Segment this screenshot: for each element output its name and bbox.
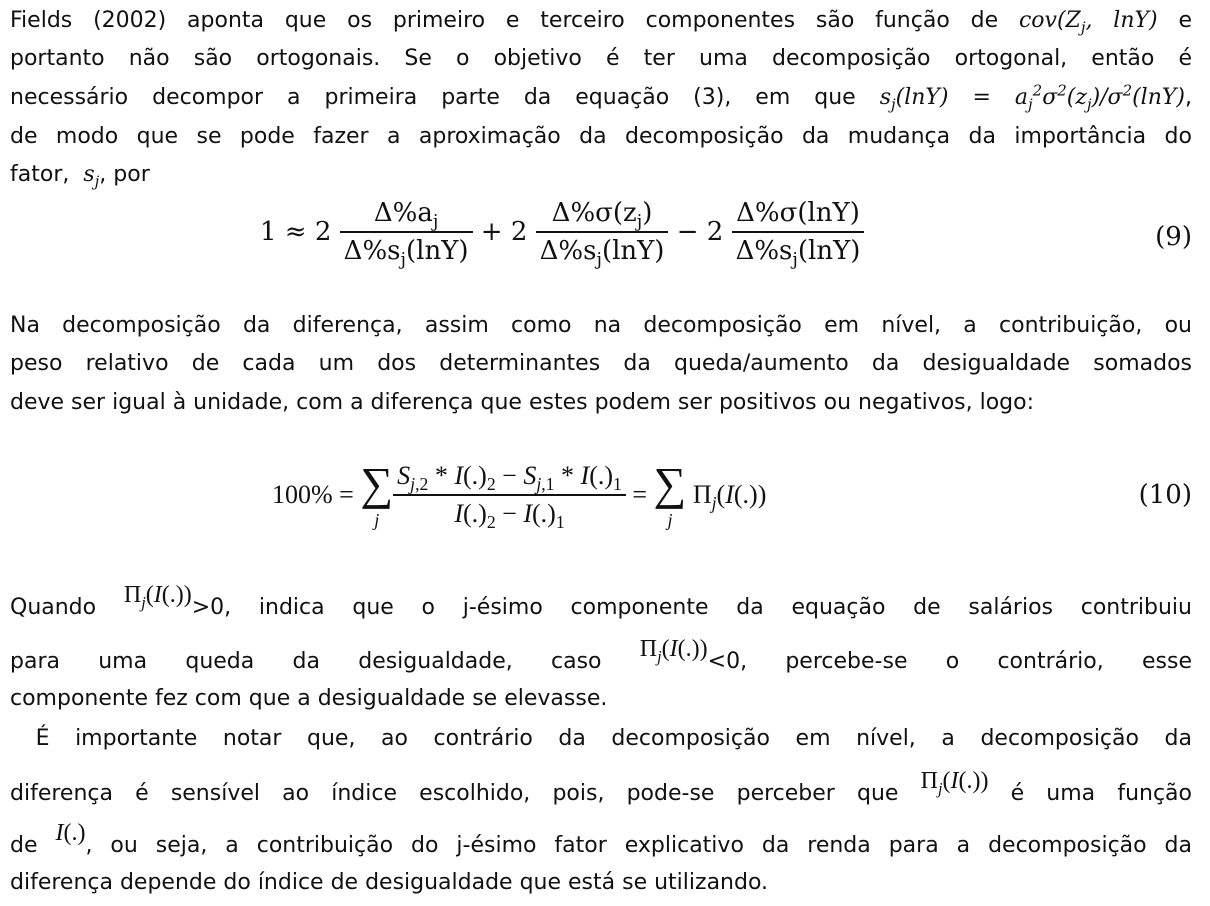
math-sj-definition: $s_j(\ln Y) = a_j^2\sigma^2(z_j)/\sigma^2(\ln Y)$: [879, 81, 1185, 114]
fraction-contribution: $\frac{S_{j,2} * I(.)_2 - S_{j,1} * I(.)_1}{I(.)_2 - I(.)_1}$: [393, 461, 626, 529]
text-segment: , ou seja, a contribuição do j-ésimo fator explicativo da renda para a decomposição da: [85, 833, 1193, 858]
p1-line3: [10, 83, 1192, 113]
text-segment: >0, indica que o j-ésimo componente da equação de salários contribuiu: [191, 595, 1192, 620]
math-pi-j: $\Pi_j(I(.))$: [639, 636, 708, 666]
math-cov: $cov(Z_j$, lnY): [1018, 8, 1158, 37]
lhs-value: 100%: [272, 480, 333, 509]
p3-line2: [10, 636, 1192, 677]
text-segment: necessário decompor a primeira parte da equação (3), em que: [10, 85, 856, 110]
p2-line1: [10, 311, 1192, 341]
p1-line2: [10, 44, 1192, 74]
equation-number: (10): [1138, 480, 1192, 510]
p4-line1: [10, 724, 1192, 754]
text-segment: portanto não são ortogonais. Se o objetivo é ter uma decomposição ortogonal, então é: [10, 46, 1192, 71]
p3-line1: [10, 582, 1192, 623]
text-segment: e: [1178, 8, 1192, 33]
equation-10-body: 100% = ∑ j $\frac{S_{j,2} * I(.)_2 - S_{j,1} * I(.)_1}{I(.)_2 - I(.)_1}$ = ∑ j $\Pi_j(I(.))$: [272, 458, 767, 533]
text-segment: fator,: [10, 162, 70, 187]
text-segment: para uma queda da desigualdade, caso: [10, 649, 602, 674]
p4-line3: [10, 820, 1193, 861]
p2-line3: [10, 388, 1192, 418]
equation-9-body: 1 ≈ 2 $\frac{\Delta\%a_j}{\Delta\%s_j(\ln Y)}$ + 2 $\frac{\Delta\%\sigma(z_j)}{\Delta\%s_j(\ln Y)}$ − 2 $\frac{\Delta\%\sigma(\ln Y)}{\Delta\%s_j(\ln Y)}$: [260, 198, 864, 266]
text-segment: de modo que se pode fazer a aproximação da decomposição da mudança da importância do: [10, 124, 1192, 149]
text-segment: deve ser igual à unidade, com a diferença que estes podem ser positivos ou negativos, logo:: [10, 390, 1035, 415]
math-pi-j: $\Pi_j(I(.))$: [123, 582, 192, 612]
text-segment: componente fez com que a desigualdade se elevasse.: [10, 686, 608, 711]
text-segment: é uma função: [1010, 781, 1192, 806]
p3-line3: [10, 684, 1192, 714]
p2-line2: [10, 349, 1192, 379]
summation-sign: ∑ j: [360, 458, 394, 530]
equation-10: [0, 440, 1210, 550]
fraction-delta-sigma-z: $\frac{\Delta\%\sigma(z_j)}{\Delta\%s_j(\ln Y)}$: [536, 198, 669, 266]
math-pi-j: $\Pi_j(I(.))$: [920, 768, 989, 798]
text-segment: ,: [1185, 85, 1192, 110]
p1-line5: [10, 160, 1192, 190]
equation-9: [0, 198, 1210, 284]
fraction-delta-sigma-lny: $\frac{\Delta\%\sigma(\ln Y)}{\Delta\%s_j(\ln Y)}$: [732, 198, 865, 266]
equation-number: (9): [1155, 222, 1192, 252]
text-segment: peso relativo de cada um dos determinantes da queda/aumento da desigualdade somados: [10, 351, 1192, 376]
math-sj: $s_j$: [76, 162, 100, 191]
text-segment: <0, percebe-se o contrário, esse: [707, 649, 1192, 674]
math-i-dot: I(.): [55, 820, 86, 846]
text-segment: Fields (2002) aponta que os primeiro e terceiro componentes são função de: [10, 8, 999, 33]
p4-line4: [10, 868, 1192, 898]
text-segment: É importante notar que, ao contrário da decomposição em nível, a decomposição da: [10, 726, 1192, 751]
text-segment: de: [10, 833, 38, 858]
text-segment: Quando: [10, 595, 97, 620]
text-segment: diferença é sensível ao índice escolhido, pois, pode-se perceber que: [10, 781, 899, 806]
p4-line2: [10, 768, 1192, 809]
text-segment: Na decomposição da diferença, assim como na decomposição em nível, a contribuição, ou: [10, 313, 1192, 338]
text-segment: diferença depende do índice de desigualdade que está se utilizando.: [10, 870, 769, 895]
fraction-delta-a: $\frac{\Delta\%a_j}{\Delta\%s_j(\ln Y)}$: [340, 198, 473, 266]
p1-line4: [10, 122, 1192, 152]
summation-sign: ∑ j: [653, 458, 687, 530]
text-segment: , por: [99, 162, 150, 187]
p1-line1: [10, 6, 1192, 36]
